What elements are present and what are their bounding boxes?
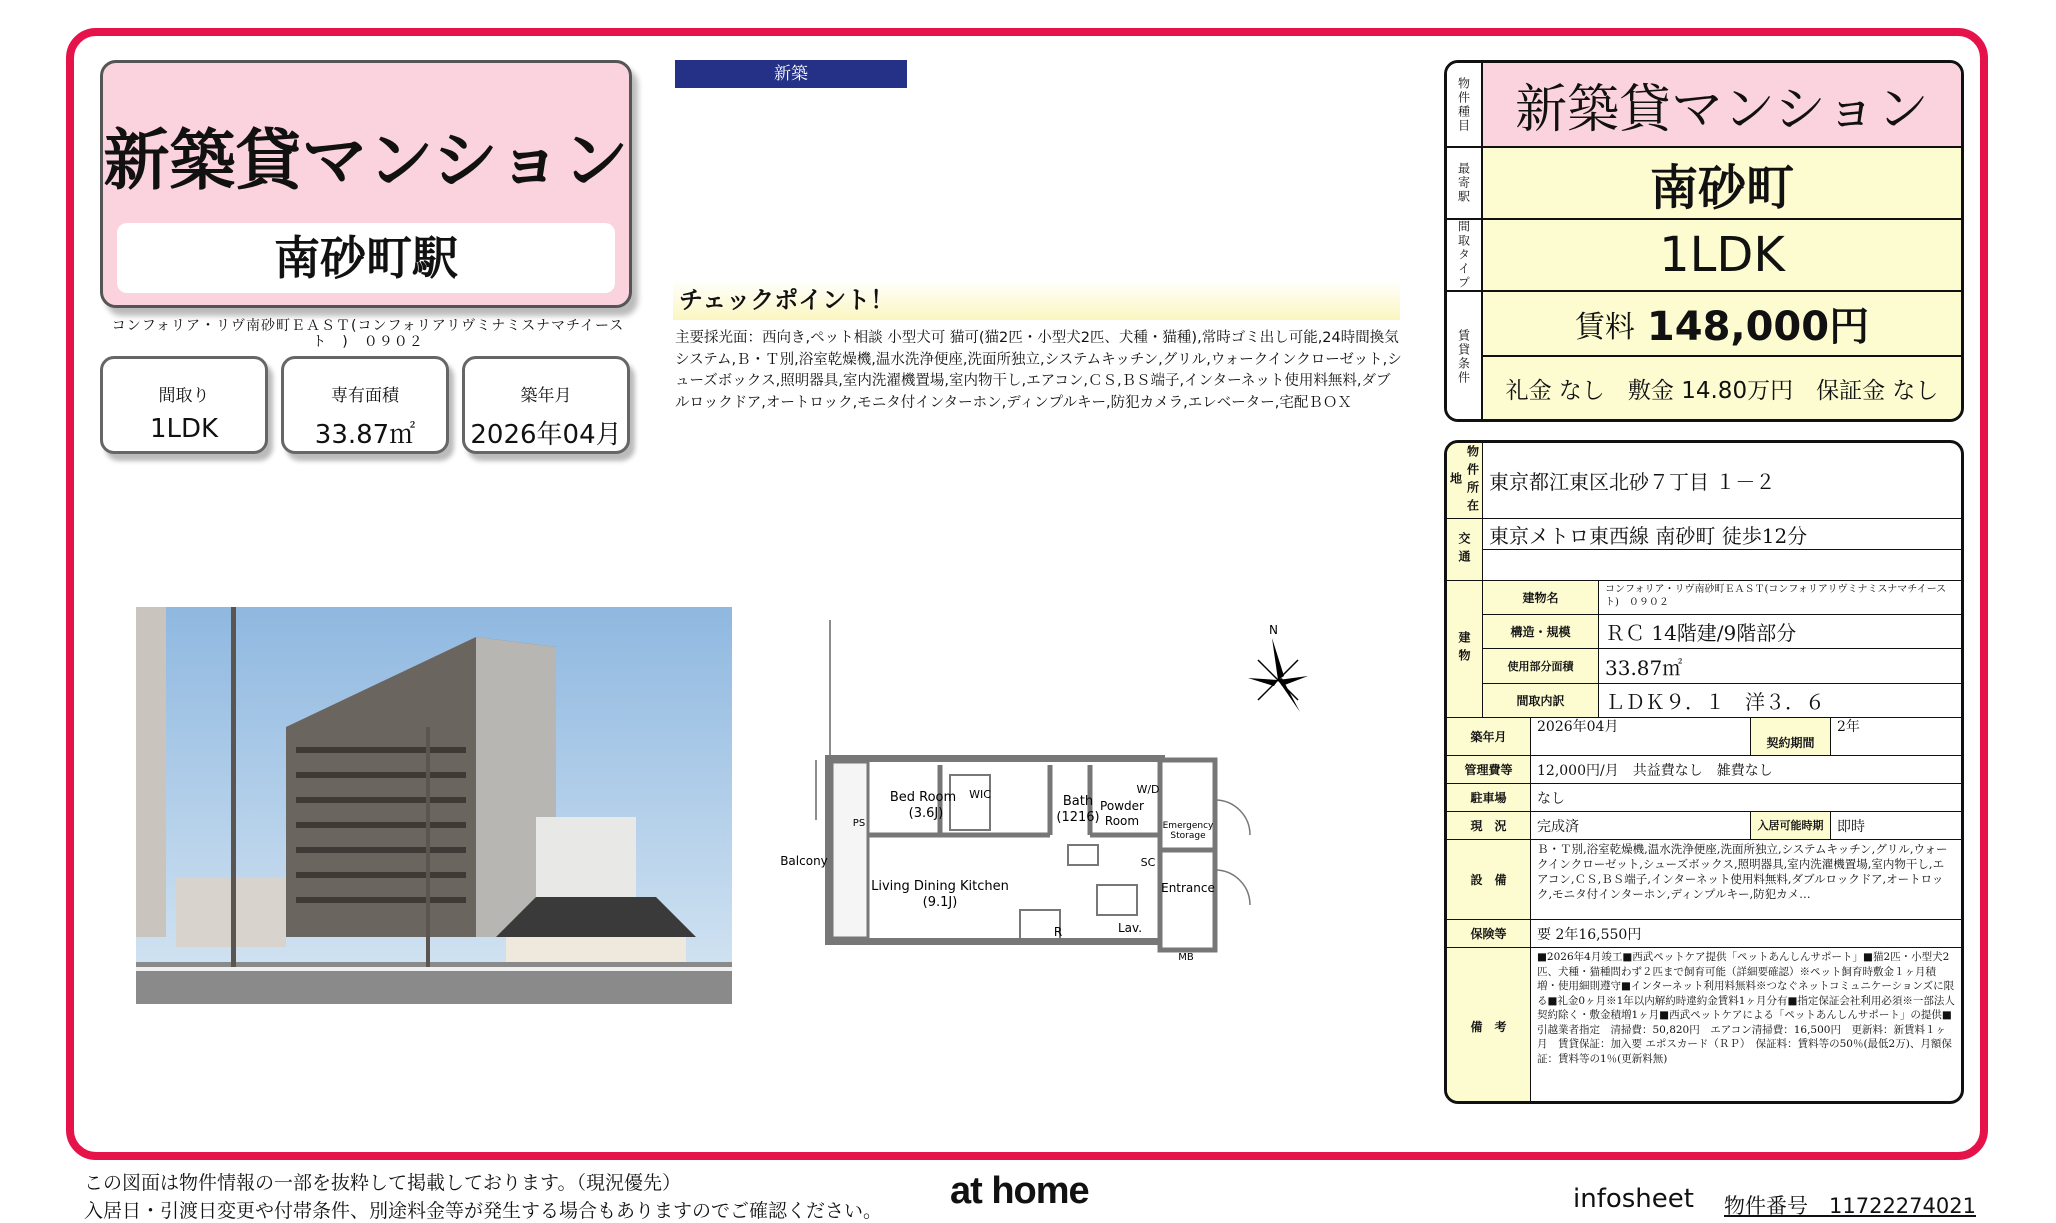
label-address: 物件所在地 <box>1447 443 1483 519</box>
plan-wd-label: W/D <box>1136 783 1160 796</box>
plan-balcony-label: Balcony <box>780 854 828 868</box>
title-card <box>100 60 632 308</box>
summary-label: 築年月 <box>520 386 572 406</box>
plan-ldk-label: Living Dining Kitchen <box>871 879 1009 894</box>
label-station: 最寄駅 <box>1447 148 1483 218</box>
plan-wic-label: WIC <box>969 788 991 801</box>
footer-note-2: 入居日・引渡日変更や付帯条件、別途料金等が発生する場合もありますのでご確認ください。 <box>84 1200 883 1222</box>
plan-powder-label: Powder <box>1100 799 1144 813</box>
plan-storage-label: Emergency <box>1162 821 1214 831</box>
athome-logo: at home <box>950 1170 1089 1212</box>
label-status: 現 況 <box>1447 812 1531 840</box>
value-address: 東京都江東区北砂７丁目 １－２ <box>1483 443 1961 519</box>
plan-ps-label: PS <box>852 818 866 829</box>
infosheet-label: infosheet <box>1573 1184 1694 1214</box>
label-movein: 入居可能時期 <box>1751 812 1831 840</box>
plan-lav-label: Lav. <box>1117 921 1143 935</box>
summary-value: 2026年04月 <box>470 420 622 450</box>
compass-north-label: N <box>1269 623 1278 637</box>
summary-layout <box>100 356 268 454</box>
details-table <box>1444 440 1964 1104</box>
label-contract: 契約期間 <box>1751 718 1831 756</box>
label-structure: 構造・規模 <box>1483 615 1599 649</box>
value-equipment: Ｂ・Ｔ別,浴室乾燥機,温水洗浄便座,洗面所独立,システムキッチン,グリル,ウォークインクローゼット,シューズボックス,照明器具,室内洗濯機置場,室内物干し,エアコン,ＣＳ,ＢＳ端子,インターネット使用料無料,ダブルロックドア,オートロック,モニタ付インターホン,ディンプルキー,防犯カメ… <box>1531 840 1961 920</box>
label-terms: 賃貸条件 <box>1447 292 1483 422</box>
rent-value: 148,000円 <box>1646 304 1870 350</box>
value-area: 33.87㎡ <box>1599 649 1961 684</box>
building-photo <box>136 607 732 1004</box>
value-layout: 1LDK <box>1659 227 1785 283</box>
property-name: コンフォリア・リヴ南砂町ＥＡＳＴ(コンフォリアリヴミナミスナマチイースト ) ０９０２ <box>111 318 625 350</box>
value-transport: 東京メトロ東西線 南砂町 徒歩12分 <box>1483 519 1961 550</box>
value-movein: 即時 <box>1831 812 1961 840</box>
label-rooms: 間取内訳 <box>1483 684 1599 718</box>
label-insurance: 保険等 <box>1447 920 1531 948</box>
summary-table <box>1444 60 1964 422</box>
summary-built <box>462 356 630 454</box>
summary-label: 間取り <box>158 386 210 406</box>
label-name: 建物名 <box>1483 581 1599 615</box>
checkpoint-text: 主要採光面：西向き,ペット相談 小型犬可 猫可(猫2匹・小型犬2匹、犬種・猫種),常時ゴミ出し可能,24時間換気システム,Ｂ・Ｔ別,浴室乾燥機,温水洗浄便座,洗面所独立,システムキッチン,グリル,ウォークインクローゼット,シューズボックス,照明器具,室内洗濯機置場,室内物干し,エアコン,ＣＳ,ＢＳ端子,インターネット使用料無料,ダブルロックドア,オートロック,モニタ付インターホン,ディンプルキー,防犯カメラ,エレベーター,宅配ＢＯＸ <box>675 330 1402 411</box>
checkpoint-title: チェックポイント！ <box>673 280 1400 320</box>
label-built: 築年月 <box>1447 718 1531 756</box>
plan-sc-label: SC <box>1140 856 1156 869</box>
value-insurance: 要 2年16,550円 <box>1531 920 1961 948</box>
plan-bedroom-label: Bed Room <box>889 790 957 805</box>
plan-bedroom-size: (3.6J) <box>908 806 944 821</box>
label-management: 管理費等 <box>1447 756 1531 784</box>
value-type: 新築貸マンション <box>1515 80 1929 140</box>
value-rooms: ＬＤＫ９．１ 洋３．６ <box>1599 684 1961 718</box>
property-number: 物件番号 11722274021 <box>1724 1194 1976 1218</box>
label-building: 建物 <box>1447 581 1483 718</box>
label-transport: 交通 <box>1447 519 1483 581</box>
value-built: 2026年04月 <box>1531 718 1751 756</box>
label-equipment: 設 備 <box>1447 840 1531 920</box>
value-status: 完成済 <box>1531 812 1751 840</box>
value-station: 南砂町 <box>1649 159 1794 216</box>
plan-entrance-label: Entrance <box>1161 881 1215 895</box>
rent-label: 賃料 <box>1574 309 1635 345</box>
plan-bath-size: (1216) <box>1056 810 1100 825</box>
label-notes: 備 考 <box>1447 948 1531 1104</box>
row-layout <box>1447 220 1961 292</box>
plan-ldk-size: (9.1J) <box>922 895 958 910</box>
rent-cell <box>1483 292 1961 357</box>
row-terms <box>1447 292 1961 422</box>
plan-powder-label-2: Room <box>1104 814 1140 828</box>
row-station <box>1447 148 1961 220</box>
row-type <box>1447 63 1961 148</box>
value-transport-2 <box>1483 550 1961 581</box>
summary-value: 33.87㎡ <box>314 420 416 450</box>
station-title: 南砂町駅 <box>117 223 615 293</box>
label-area: 使用部分面積 <box>1483 649 1599 684</box>
value-name: コンフォリア・リヴ南砂町ＥＡＳＴ(コンフォリアリヴミナミスナマチイースト) ０９０２ <box>1599 581 1961 615</box>
footer-note-1: この図面は物件情報の一部を抜粋して掲載しております。（現況優先） <box>84 1172 681 1194</box>
label-parking: 駐車場 <box>1447 784 1531 812</box>
value-management: 12,000円/月 共益費なし 雑費なし <box>1531 756 1961 784</box>
floor-plan <box>760 620 1370 980</box>
label-layout: 間取タイプ <box>1447 220 1483 290</box>
value-contract: 2年 <box>1831 718 1961 756</box>
summary-value: 1LDK <box>149 414 219 444</box>
conditions-value: 礼金 なし 敷金 14.80万円 保証金 なし <box>1505 378 1939 404</box>
plan-storage-label-2: Storage <box>1170 831 1206 841</box>
new-construction-badge: 新築 <box>675 60 907 88</box>
plan-bath-label: Bath <box>1062 794 1094 809</box>
plan-mb-label: MB <box>1178 952 1194 963</box>
summary-area <box>281 356 449 454</box>
label-type: 物件種目 <box>1447 63 1483 146</box>
summary-label: 専有面積 <box>331 386 399 406</box>
value-structure: ＲＣ 14階建/9階部分 <box>1599 615 1961 649</box>
value-parking: なし <box>1531 784 1961 812</box>
property-type-title: 新築貸マンション <box>103 122 629 199</box>
plan-r-label: R <box>1053 925 1063 939</box>
value-notes: ■2026年4月竣工■西武ペットケア提供「ペットあんしんサポート」■猫2匹・小型犬2匹、犬種・猫種問わず２匹まで飼育可能（詳細要確認）※ペット飼育時敷金１ヶ月積増・使用細則遵守■インターネット利用料無料※つなぐネットコミュニケーションズに限る■礼金0ヶ月※1年以内解約時違約金賃料1ヶ月分有■指定保証会社利用必須※一部法人契約除く・敷金積増1ヶ月■西武ペットケアによる「ペットあんしんサポート」の提供■引越業者指定 清掃費：50,820円 エアコン清掃費：16,500円 更新料：新賃料１ヶ月 賃貸保証：加入要 エポスカード（ＲＰ） 保証料：賃料等の50％(最低2万)、月額保証：賃料等の1％(更新料無) <box>1537 951 1955 1065</box>
